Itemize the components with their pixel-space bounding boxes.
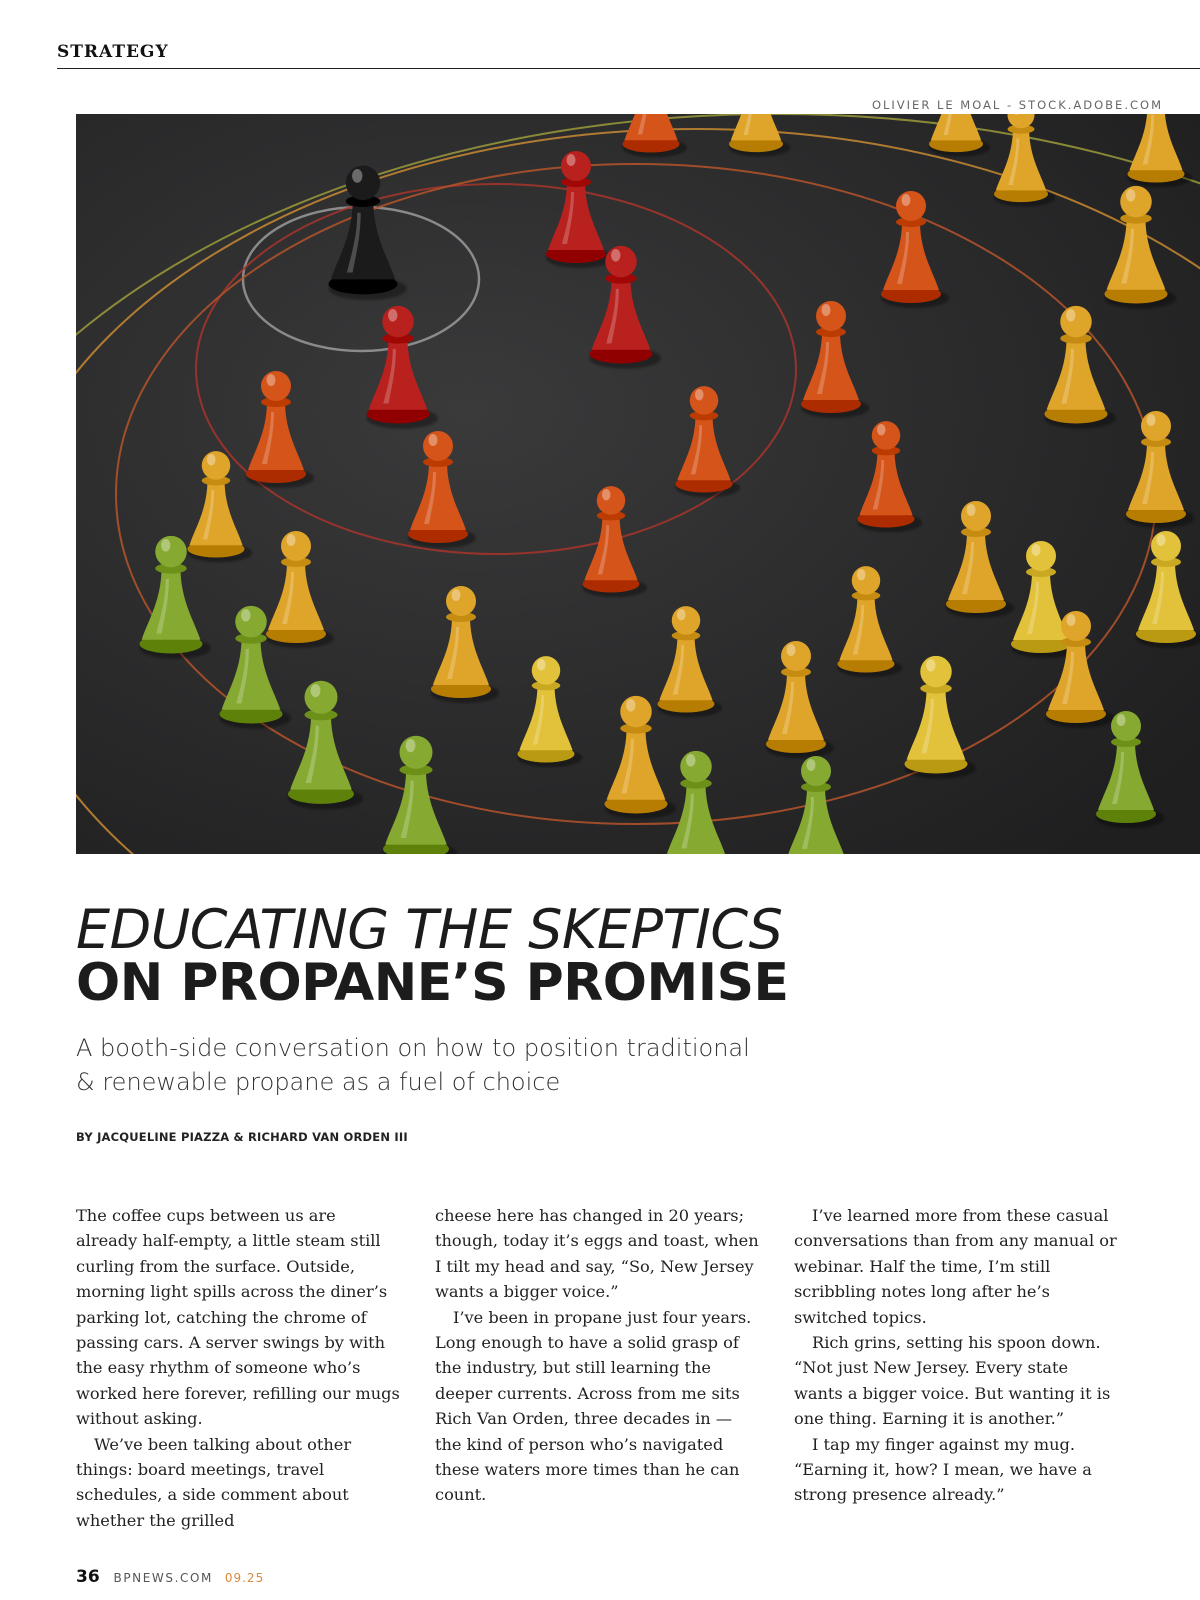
headline-line-1: EDUCATING THE SKEPTICS	[76, 898, 783, 961]
pawn-head	[1061, 611, 1091, 641]
pawn-highlight	[1157, 534, 1166, 546]
pawn-highlight	[1147, 414, 1156, 426]
pawn-highlight	[902, 194, 911, 206]
pawns-illustration	[76, 114, 1200, 854]
pawn-highlight	[207, 454, 216, 465]
footer-issue: 09.25	[224, 1571, 265, 1585]
pawn-highlight	[822, 304, 831, 316]
pawn-highlight	[1066, 309, 1075, 322]
pawn-highlight	[926, 659, 935, 672]
pawn-head	[1026, 541, 1056, 571]
pawn-head	[896, 191, 926, 221]
pawn-head	[281, 531, 311, 561]
pawn-highlight	[626, 699, 635, 712]
header-rule	[57, 68, 1200, 69]
pawn-head	[1060, 306, 1092, 338]
pawn-highlight	[311, 684, 321, 697]
pawn-head	[1120, 186, 1152, 218]
pawn-head	[423, 431, 453, 461]
pawn-head	[597, 486, 626, 515]
pawn-head	[400, 736, 433, 769]
headline-line-2: ON PROPANE’S PROMISE	[76, 953, 789, 1013]
pawn-head	[155, 536, 187, 568]
footer-site: BPNEWS.COM	[113, 1571, 214, 1585]
body-paragraph: I tap my finger against my mug. “Earning it, how? I mean, we have a strong presence already.”	[794, 1434, 1092, 1505]
body-column-3	[794, 1203, 1119, 1508]
pawn-highlight	[267, 374, 276, 386]
pawn-head	[672, 606, 701, 635]
body-paragraph: cheese here has changed in 20 years; though, today it’s eggs and toast, when I tilt my head and say, “So, New Jersey wants a bigger voice.”	[435, 1206, 759, 1302]
pawn-highlight	[429, 434, 438, 446]
section-label: STRATEGY	[57, 42, 169, 62]
pawn-head	[1151, 531, 1181, 561]
pawn-head	[620, 696, 652, 728]
pawn-head	[801, 756, 831, 786]
body-paragraph: I’ve learned more from these casual conversations than from any manual or webinar. Half the time, I’m still scribbling notes long after he’s switched topics.	[794, 1206, 1117, 1327]
body-paragraph: We’ve been talking about other things: board meetings, travel schedules, a side comment about whether the grilled	[76, 1434, 352, 1530]
pawn-head	[690, 386, 719, 415]
pawn-highlight	[452, 589, 461, 601]
pawn-highlight	[287, 534, 296, 546]
pawn-head	[852, 566, 881, 595]
photo-credit: OLIVIER LE MOAL - STOCK.ADOBE.COM	[871, 98, 1163, 112]
pawn-head	[816, 301, 846, 331]
hero-photo	[76, 114, 1200, 854]
page-footer	[76, 1567, 264, 1587]
pawn-head	[781, 641, 811, 671]
pawn-highlight	[686, 754, 695, 767]
body-column-2	[435, 1203, 760, 1508]
pawn-head	[202, 451, 231, 480]
pawn-head	[872, 421, 901, 450]
pawn-head	[532, 656, 561, 685]
pawn-highlight	[537, 659, 546, 670]
pawn-highlight	[1117, 714, 1126, 726]
pawn-highlight	[241, 609, 250, 622]
pawn-highlight	[787, 644, 796, 656]
pawn-highlight	[352, 169, 362, 183]
pawn-head	[561, 151, 591, 181]
pawn-highlight	[161, 539, 170, 552]
pawn-highlight	[611, 249, 620, 262]
pawn-highlight	[388, 309, 397, 322]
body-paragraph: Rich grins, setting his spoon down. “Not just New Jersey. Every state wants a bigger voice. But wanting it is one thing. Earning it is another.”	[794, 1333, 1111, 1429]
article-dek: A booth-side conversation on how to position traditional & renewable propane as a fuel of choice	[76, 1034, 750, 1096]
body-paragraph: I’ve been in propane just four years. Long enough to have a solid grasp of the industry, but still learning the deeper currents. Across from me sits Rich Van Orden, three decades in — the kind of person who’s navigated these waters more times than he can count.	[435, 1307, 752, 1505]
body-paragraph: The coffee cups between us are already half-empty, a little steam still curling from the surface. Outside, morning light spills across the diner’s parking lot, catching the chrome of passing cars. A server swings by with the easy rhythm of someone who’s worked here forever, refilling our mugs without asking.	[76, 1206, 400, 1429]
body-column-1	[76, 1203, 401, 1533]
pawn-highlight	[1067, 614, 1076, 626]
pawn-highlight	[967, 504, 976, 516]
pawn-head	[1141, 411, 1171, 441]
pawn-head	[605, 246, 637, 278]
pawn-highlight	[857, 569, 866, 580]
pawn-highlight	[1126, 189, 1135, 202]
pawn-head	[382, 306, 414, 338]
pawn-highlight	[406, 739, 416, 752]
pawn-head	[346, 166, 381, 201]
pawn-head	[1111, 711, 1141, 741]
pawn-highlight	[567, 154, 576, 166]
pawn-highlight	[695, 389, 704, 400]
page-number: 36	[76, 1567, 100, 1587]
byline: BY JACQUELINE PIAZZA & RICHARD VAN ORDEN III	[76, 1130, 408, 1144]
pawn-highlight	[807, 759, 816, 771]
pawn-head	[920, 656, 952, 688]
pawn-head	[446, 586, 476, 616]
pawn-head	[680, 751, 712, 783]
pawn-head	[261, 371, 291, 401]
pawn-head	[235, 606, 267, 638]
pawn-highlight	[1032, 544, 1041, 556]
pawn-highlight	[877, 424, 886, 435]
pawn-highlight	[602, 489, 611, 500]
pawn-highlight	[677, 609, 686, 620]
pawn-head	[305, 681, 338, 714]
pawn-head	[961, 501, 991, 531]
